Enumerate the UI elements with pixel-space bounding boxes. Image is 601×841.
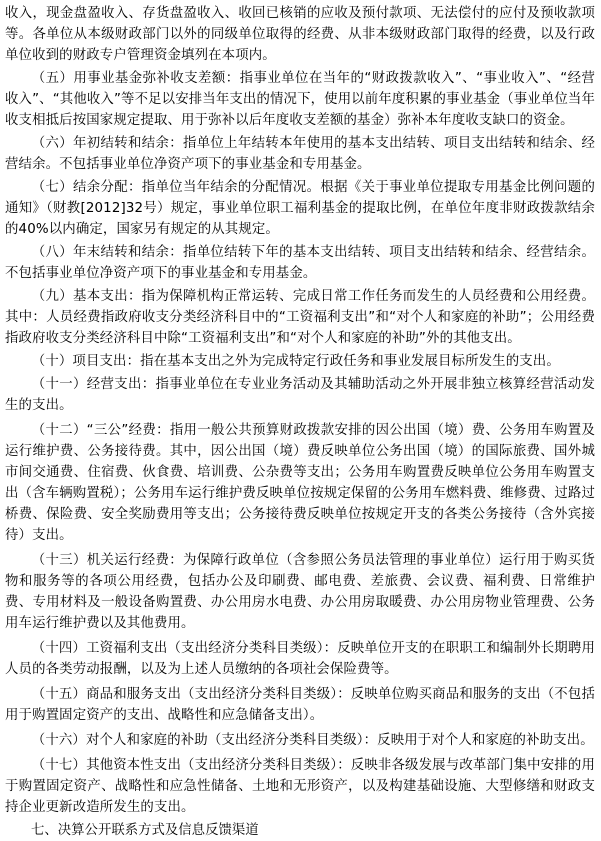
- paragraph-item-10: （十）项目支出：指在基本支出之外为完成特定行政任务和事业发展目标所发生的支出。: [31, 354, 560, 369]
- paragraph-item-7: （七）结余分配：指单位当年结余的分配情况。根据《关于事业单位提取专用基金比例问题的通知》（财教[2012]32号）规定，事业单位职工福利基金的提取比例，在单位年度非财政拨款结余的40%以内确定，国家另有规定的从其规定。: [5, 180, 595, 237]
- paragraph-item-9: （九）基本支出：指为保障机构正常运转、完成日常工作任务而发生的人员经费和公用经费。其中：人员经费指政府收支分类经济科目中的“工资福利支出”和“对个人和家庭的补助”；公用经费指政府收支分类经济科目中除“工资福利支出”和“对个人和家庭的补助”外的其他支出。: [5, 289, 595, 346]
- paragraph-item-17: （十七）其他资本性支出（支出经济分类科目类级）：反映非各级发展与改革部门集中安排的用于购置固定资产、战略性和应急性储备、土地和无形资产，以及构建基础设施、大型修缮和财政支持企业更新改造所发生的支出。: [5, 758, 595, 815]
- paragraph-item-6: （六）年初结转和结余：指单位上年结转本年使用的基本支出结转、项目支出结转和结余、经营结余。不包括事业单位净资产项下的事业基金和专用基金。: [5, 136, 595, 172]
- paragraph-item-8: （八）年末结转和结余：指单位结转下年的基本支出结转、项目支出结转和结余、经营结余。不包括事业单位净资产项下的事业基金和专用基金。: [5, 245, 595, 281]
- paragraph-item-11: （十一）经营支出：指事业单位在专业业务活动及其辅助活动之外开展非独立核算经营活动发生的支出。: [5, 377, 595, 413]
- paragraph-item-16: （十六）对个人和家庭的补助（支出经济分类科目类级）：反映用于对个人和家庭的补助支出。: [31, 733, 594, 748]
- paragraph-item-14: （十四）工资福利支出（支出经济分类科目类级）：反映单位开支的在职职工和编制外长期聘用人员的各类劳动报酬，以及为上述人员缴纳的各项社会保险费等。: [5, 641, 595, 677]
- paragraph-item-13: （十三）机关运行经费：为保障行政单位（含参照公务员法管理的事业单位）运行用于购买货物和服务等的各项公用经费，包括办公及印刷费、邮电费、差旅费、会议费、福利费、日常维护费、专用材料及一般设备购置费、办公用房水电费、办公用房取暖费、办公用房物业管理费、公务用车运行维护费以及其他费用。: [5, 553, 595, 631]
- paragraph-item-5: （五）用事业基金弥补收支差额：指事业单位在当年的“财政拨款收入”、“事业收入”、“经营收入”、“其他收入”等不足以安排当年支出的情况下，使用以前年度积累的事业基金（事业单位当年收支相抵后按国家规定提取、用于弥补以后年度收支差额的基金）弥补本年度收支缺口的资金。: [5, 71, 595, 128]
- paragraph-item-15: （十五）商品和服务支出（支出经济分类科目类级）：反映单位购买商品和服务的支出（不包括用于购置固定资产的支出、战略性和应急储备支出）。: [5, 687, 595, 723]
- section-heading-contact: 七、决算公开联系方式及信息反馈渠道: [31, 823, 259, 838]
- document-body: [5, 3, 595, 841]
- paragraph-other-income-continued: 收入，现金盘盈收入、存货盘盈收入、收回已核销的应收及预付款项、无法偿付的应付及预收款项等。各单位从本级财政部门以外的同级单位取得的经费、从非本级财政部门取得的经费，以及行政单位收到的财政专户管理资金填列在本项内。: [5, 6, 595, 63]
- paragraph-item-12: （十二）“三公”经费：指用一般公共预算财政拨款安排的因公出国（境）费、公务用车购置及运行维护费、公务接待费。其中，因公出国（境）费反映单位公务出国（境）的国际旅费、国外城市间交通费、住宿费、伙食费、培训费、公杂费等支出；公务用车购置费反映单位公务用车购置支出（含车辆购置税）；公务用车运行维护费反映单位按规定保留的公务用车燃料费、维修费、过路过桥费、保险费、安全奖励费用等支出；公务接待费反映单位按规定开支的各类公务接待（含外宾接待）支出。: [5, 423, 595, 543]
